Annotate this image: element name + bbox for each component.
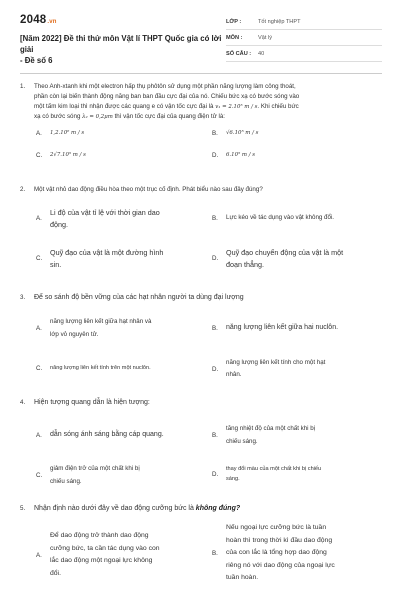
question-3 bbox=[20, 293, 382, 383]
header-divider bbox=[20, 73, 382, 74]
option-text: √6.10⁵ m / s bbox=[226, 130, 259, 136]
stem-line bbox=[34, 112, 382, 122]
option-text: Lực kéo về tác dụng vào vật không đổi. bbox=[226, 214, 335, 221]
question-number: 2. bbox=[20, 186, 26, 193]
question-number: 5. bbox=[20, 505, 26, 512]
option-c[interactable] bbox=[34, 247, 163, 270]
option-text: Quỹ đạo chuyển động của vật là một đoạn thẳng. bbox=[226, 248, 344, 269]
option-letter: D. bbox=[212, 255, 219, 262]
option-d[interactable] bbox=[210, 464, 321, 484]
meta-row-count bbox=[226, 46, 382, 62]
option-text: thay đổi màu của một chất khi bị chiếu sáng. bbox=[226, 466, 322, 482]
meta-value: 40 bbox=[258, 50, 265, 57]
option-text: Nếu ngoại lực cưỡng bức là tuần hoàn thì trong thời kì đầu dao động của con lắc là tổng hợp dao động riêng nó với dao động của ngoại lực tuần hoàn. bbox=[226, 524, 335, 581]
stem-line: Theo Anh-xtanh khi một electron hấp thụ phôtôn sử dụng một phần năng lượng làm công thoát, bbox=[34, 83, 296, 90]
stem-line bbox=[34, 102, 382, 112]
option-letter: B. bbox=[212, 324, 218, 332]
option-text: năng lượng liên kết tính trên một nuclôn. bbox=[50, 365, 151, 371]
option-c[interactable] bbox=[34, 150, 86, 161]
option-b[interactable] bbox=[210, 323, 338, 333]
question-2 bbox=[20, 185, 382, 277]
option-a[interactable] bbox=[34, 430, 164, 440]
option-letter: C. bbox=[36, 152, 43, 159]
brand-name: 2048 bbox=[20, 14, 47, 26]
title-line-2: - Đề số 6 bbox=[20, 56, 53, 65]
option-letter: D. bbox=[212, 365, 219, 373]
option-b[interactable] bbox=[210, 422, 315, 448]
option-letter: C. bbox=[36, 255, 43, 262]
option-text: 2√7.10⁵ m / s bbox=[50, 152, 86, 158]
question-stem: Hiện tượng quang dẫn là hiện tượng: bbox=[34, 399, 150, 406]
option-letter: A. bbox=[36, 551, 42, 559]
option-text: năng lượng liên kết tính cho một hạt nhân. bbox=[226, 359, 326, 378]
option-b[interactable] bbox=[210, 128, 258, 139]
question-stem: Để so sánh độ bền vững của các hạt nhân người ta dùng đại lượng bbox=[34, 294, 244, 301]
option-d[interactable] bbox=[210, 357, 325, 381]
stem-text: xạ có bước sóng bbox=[34, 113, 81, 120]
question-stem bbox=[34, 82, 382, 122]
option-text: năng lượng liên kết giữa hai nuclôn. bbox=[226, 324, 339, 331]
option-text: Quỹ đạo của vật là một đường hình sin. bbox=[50, 248, 164, 269]
option-text: giảm điện trở của một chất khi bị chiếu sáng. bbox=[50, 465, 140, 485]
option-letter: C. bbox=[36, 471, 43, 479]
stem-line: phần còn lại biến thành động năng ban ban đầu cực đại của nó. Chiếu bức xạ có bước sóng vào bbox=[34, 93, 300, 100]
option-letter: A. bbox=[36, 215, 42, 222]
option-text: năng lượng liên kết giữa hạt nhân và lớp vỏ nguyên tử. bbox=[50, 318, 152, 338]
option-text: Li độ của vật tỉ lệ với thời gian dao động. bbox=[50, 208, 160, 229]
meta-row-class bbox=[226, 14, 382, 30]
option-b[interactable] bbox=[210, 213, 334, 223]
option-text: Để dao động trở thành dao động cưỡng bức, ta cần tác dụng vào con lắc dao động một ngoại lực không đổi. bbox=[50, 532, 160, 577]
option-letter: B. bbox=[212, 214, 218, 222]
option-letter: D. bbox=[212, 470, 219, 478]
meta-key: SỐ CÂU : bbox=[226, 50, 252, 57]
question-5 bbox=[20, 504, 382, 600]
question-1 bbox=[20, 82, 382, 172]
question-number: 1. bbox=[20, 83, 26, 90]
document-title bbox=[20, 33, 228, 66]
option-letter: B. bbox=[212, 431, 218, 439]
option-letter: A. bbox=[36, 431, 42, 439]
stem-text: thì vận tốc cực đại của quang điện tử là: bbox=[114, 113, 226, 120]
meta-value: Tốt nghiệp THPT bbox=[258, 18, 301, 25]
option-text: 1,2.10⁶ m / s bbox=[50, 130, 85, 136]
option-letter: A. bbox=[36, 324, 42, 332]
option-letter: C. bbox=[36, 364, 43, 372]
stem-emphasis: không đúng? bbox=[195, 505, 241, 512]
title-line-1: [Năm 2022] Đề thi thử môn Vật lí THPT Quốc gia có lời giải bbox=[20, 34, 222, 54]
option-text: tăng nhiệt độ của một chất khi bị chiếu sáng. bbox=[226, 425, 316, 445]
meta-value: Vật lý bbox=[258, 34, 272, 41]
option-letter: B. bbox=[212, 549, 218, 557]
stem-formula: λ₂ = 0,2μm bbox=[82, 114, 113, 120]
option-text: 6.10⁵ m / s bbox=[226, 152, 255, 158]
question-number: 3. bbox=[20, 294, 26, 301]
question-stem: Một vật nhỏ dao động điều hòa theo một trục cố định. Phát biểu nào sau đây đúng? bbox=[34, 186, 263, 193]
document-meta bbox=[226, 14, 382, 62]
option-text: dẫn sóng ánh sáng bằng cáp quang. bbox=[50, 431, 164, 438]
option-d[interactable] bbox=[210, 247, 343, 270]
site-logo[interactable] bbox=[20, 14, 57, 26]
option-a[interactable] bbox=[34, 530, 160, 580]
option-letter: B. bbox=[212, 130, 218, 137]
option-c[interactable] bbox=[34, 462, 140, 488]
option-b[interactable] bbox=[210, 522, 335, 585]
brand-suffix: .vn bbox=[47, 19, 57, 25]
meta-key: LỚP : bbox=[226, 18, 242, 25]
stem-text: một tấm kim loại thì nhận được các quang e có vận tốc cực đại là bbox=[34, 103, 214, 110]
meta-key: MÔN : bbox=[226, 34, 243, 41]
option-letter: D. bbox=[212, 152, 219, 159]
option-a[interactable] bbox=[34, 315, 151, 341]
meta-row-subject bbox=[226, 30, 382, 46]
question-stem: Nhận định nào dưới đây về dao động cưỡng bức là không đúng? bbox=[34, 505, 241, 512]
stem-formula: v₁ = 2.10⁵ m / s bbox=[215, 104, 258, 110]
option-c[interactable] bbox=[34, 363, 151, 373]
question-4 bbox=[20, 398, 382, 488]
option-d[interactable] bbox=[210, 150, 255, 161]
option-letter: A. bbox=[36, 130, 42, 137]
option-a[interactable] bbox=[34, 207, 160, 230]
option-a[interactable] bbox=[34, 128, 84, 139]
question-number: 4. bbox=[20, 399, 26, 406]
stem-text: . Khi chiếu bức bbox=[257, 103, 299, 110]
